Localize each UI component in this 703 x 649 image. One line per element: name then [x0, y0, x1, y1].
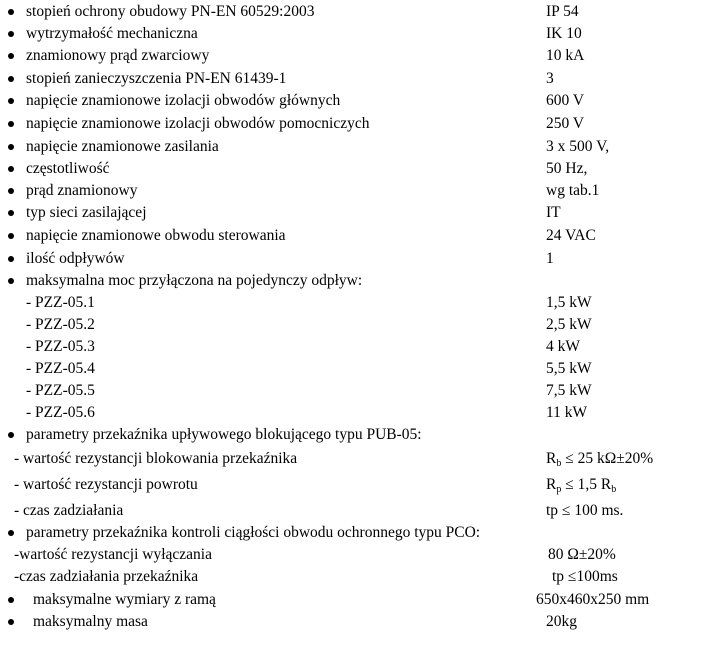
bullet-icon — [8, 210, 14, 216]
spec-row — [0, 336, 703, 358]
spec-row — [0, 90, 703, 112]
spec-label: - PZZ-05.4 — [26, 360, 95, 377]
spec-value: $R_p \le 1,5$ $R_b$ — [546, 476, 617, 495]
spec-row — [0, 544, 703, 566]
spec-row — [0, 314, 703, 336]
bullet-icon — [8, 233, 14, 239]
spec-value: IP 54 — [546, 3, 579, 20]
spec-label: napięcie znamionowe zasilania — [26, 138, 219, 155]
spec-label: stopień zanieczyszczenia PN-EN 61439-1 — [26, 70, 287, 87]
bullet-icon — [8, 256, 14, 262]
spec-value: 7,5 kW — [546, 382, 592, 399]
spec-row — [0, 474, 703, 496]
spec-label: - PZZ-05.6 — [26, 404, 95, 421]
spec-label: znamionowy prąd zwarciowy — [26, 47, 210, 64]
spec-row — [0, 500, 703, 522]
spec-label: wytrzymałość mechaniczna — [26, 25, 198, 42]
spec-value: IK 10 — [546, 25, 582, 42]
spec-value: 11 kW — [546, 404, 588, 421]
bullet-icon — [8, 278, 14, 284]
spec-row — [0, 202, 703, 224]
spec-label: napięcie znamionowe izolacji obwodów pomocniczych — [26, 115, 370, 132]
spec-label: - czas zadziałania — [14, 502, 124, 519]
bullet-icon — [8, 619, 14, 625]
spec-value: 250 V — [546, 115, 585, 132]
spec-value: 650x460x250 mm — [536, 591, 650, 608]
spec-row — [0, 566, 703, 588]
spec-value: 80 Ω±20% — [548, 546, 616, 563]
spec-label: maksymalny masa — [33, 613, 148, 630]
spec-row — [0, 113, 703, 135]
bullet-icon — [8, 76, 14, 82]
spec-label: -czas zadziałania przekaźnika — [14, 568, 199, 585]
spec-row — [0, 589, 703, 611]
bullet-icon — [8, 597, 14, 603]
spec-value: 2,5 kW — [546, 316, 592, 333]
spec-label: częstotliwość — [26, 160, 110, 177]
spec-label: ilość odpływów — [26, 250, 125, 267]
spec-label: - PZZ-05.2 — [26, 316, 95, 333]
spec-label: typ sieci zasilającej — [26, 204, 147, 221]
spec-row — [0, 380, 703, 402]
bullet-icon — [8, 121, 14, 127]
spec-value: 4 kW — [546, 338, 581, 355]
spec-value: 600 V — [546, 92, 585, 109]
spec-row — [0, 1, 703, 23]
spec-row — [0, 136, 703, 158]
spec-row — [0, 292, 703, 314]
spec-value: IT — [546, 204, 561, 221]
spec-value: 1,5 kW — [546, 294, 592, 311]
spec-row — [0, 158, 703, 180]
spec-label: maksymalne wymiary z ramą — [33, 591, 216, 608]
spec-value: 10 kA — [546, 47, 585, 64]
bullet-icon — [8, 9, 14, 15]
bullet-icon — [8, 166, 14, 172]
bullet-icon — [8, 530, 14, 536]
spec-value: 50 Hz, — [546, 160, 588, 177]
spec-label: -wartość rezystancji wyłączania — [14, 546, 212, 563]
spec-value: 20kg — [546, 613, 577, 630]
bullet-icon — [8, 144, 14, 150]
spec-row — [0, 448, 703, 470]
spec-label: parametry przekaźnika kontroli ciągłości obwodu ochronnego typu PCO: — [26, 524, 481, 541]
spec-row — [0, 522, 703, 544]
spec-value: tp ≤ 100 ms. — [546, 502, 624, 519]
spec-label: - PZZ-05.1 — [26, 294, 95, 311]
spec-label: parametry przekaźnika upływowego blokującego typu PUB-05: — [26, 426, 422, 443]
spec-row — [0, 402, 703, 424]
spec-row — [0, 611, 703, 633]
spec-label: napięcie znamionowe izolacji obwodów głównych — [26, 92, 341, 109]
bullet-icon — [8, 53, 14, 59]
spec-value: 1 — [546, 250, 554, 267]
spec-label: stopień ochrony obudowy PN-EN 60529:2003 — [26, 3, 315, 20]
spec-value: wg tab.1 — [546, 182, 600, 199]
bullet-icon — [8, 432, 14, 438]
spec-label: prąd znamionowy — [26, 182, 138, 199]
spec-value: 24 VAC — [546, 227, 596, 244]
spec-row — [0, 45, 703, 67]
bullet-icon — [8, 98, 14, 104]
spec-value: 3 — [546, 70, 554, 87]
spec-value: 3 x 500 V, — [546, 138, 610, 155]
spec-label: - PZZ-05.5 — [26, 382, 95, 399]
spec-row — [0, 424, 703, 446]
spec-value: $R_b \le 25$ kΩ±20% — [546, 450, 654, 469]
spec-row — [0, 180, 703, 202]
spec-row — [0, 68, 703, 90]
spec-value: tp ≤100ms — [552, 568, 618, 585]
spec-label: - PZZ-05.3 — [26, 338, 95, 355]
spec-label: - wartość rezystancji powrotu — [14, 476, 198, 493]
spec-label: - wartość rezystancji blokowania przekaźnika — [14, 450, 298, 467]
spec-row — [0, 23, 703, 45]
spec-row — [0, 358, 703, 380]
spec-value: 5,5 kW — [546, 360, 592, 377]
spec-label: napięcie znamionowe obwodu sterowania — [26, 227, 286, 244]
bullet-icon — [8, 188, 14, 194]
spec-row — [0, 248, 703, 270]
spec-row — [0, 270, 703, 292]
spec-label: maksymalna moc przyłączona na pojedynczy odpływ: — [26, 272, 363, 289]
spec-row — [0, 225, 703, 247]
bullet-icon — [8, 31, 14, 37]
